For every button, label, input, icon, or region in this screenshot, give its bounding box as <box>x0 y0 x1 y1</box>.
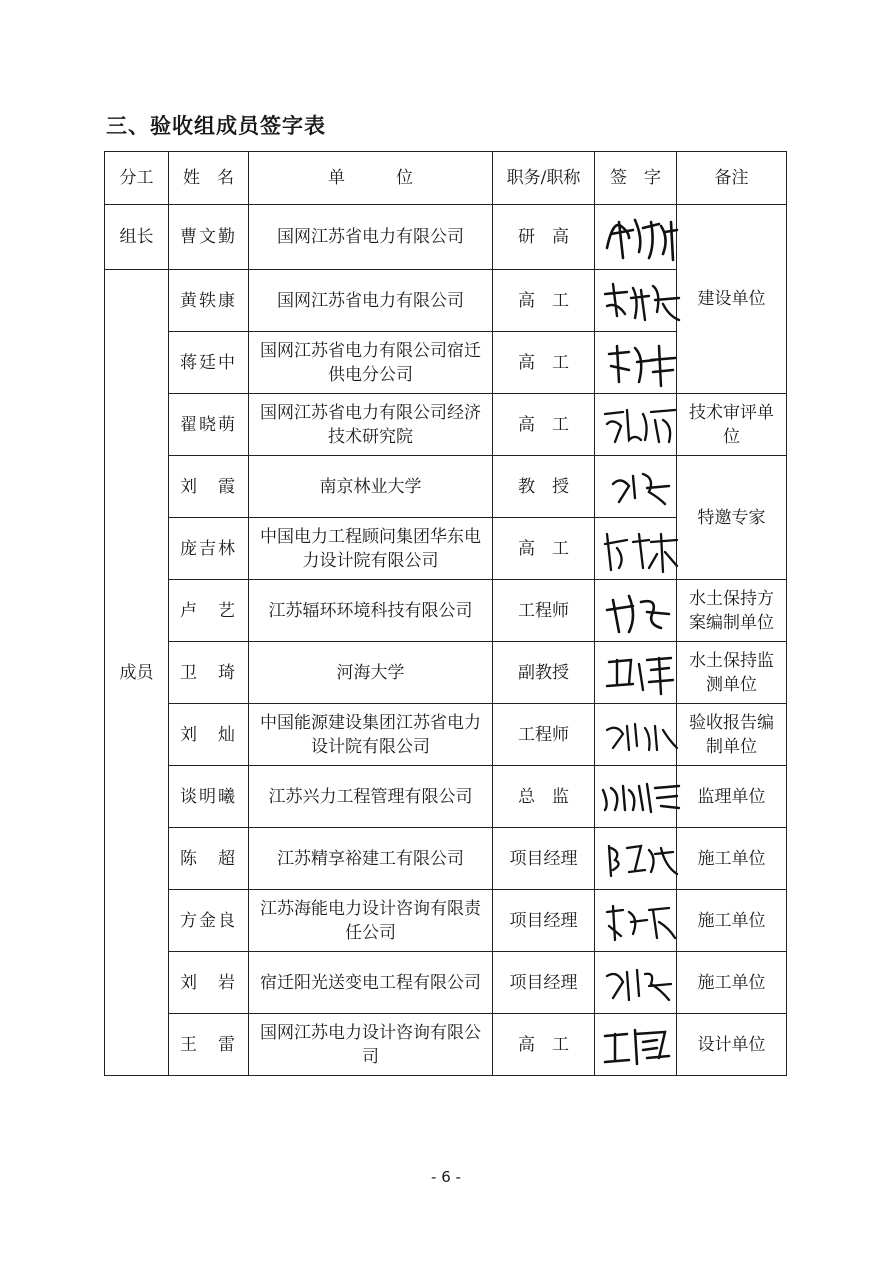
signature-cell <box>595 828 677 890</box>
member-name: 卢 艺 <box>169 580 249 642</box>
member-unit: 国网江苏省电力有限公司经济技术研究院 <box>249 394 493 456</box>
member-position: 工程师 <box>493 580 595 642</box>
page-number: - 6 - <box>431 1168 461 1186</box>
handwritten-signature <box>599 520 683 578</box>
member-position: 项目经理 <box>493 828 595 890</box>
table-row <box>105 704 787 766</box>
member-name: 刘 岩 <box>169 952 249 1014</box>
table-row <box>105 890 787 952</box>
member-position: 高 工 <box>493 1014 595 1076</box>
member-unit: 江苏辐环环境科技有限公司 <box>249 580 493 642</box>
table-row <box>105 828 787 890</box>
member-position: 工程师 <box>493 704 595 766</box>
member-unit: 江苏海能电力设计咨询有限责任公司 <box>249 890 493 952</box>
member-position: 总 监 <box>493 766 595 828</box>
member-unit: 江苏精享裕建工有限公司 <box>249 828 493 890</box>
signature-cell <box>595 205 677 270</box>
member-position: 项目经理 <box>493 890 595 952</box>
signature-cell <box>595 952 677 1014</box>
member-position: 高 工 <box>493 394 595 456</box>
signature-cell <box>595 394 677 456</box>
member-name: 庞吉林 <box>169 518 249 580</box>
handwritten-signature <box>599 582 683 640</box>
signature-cell <box>595 766 677 828</box>
table-row <box>105 952 787 1014</box>
handwritten-signature <box>599 768 683 826</box>
handwritten-signature <box>599 208 683 266</box>
handwritten-signature <box>599 396 683 454</box>
remark-acceptance-report: 验收报告编制单位 <box>677 704 787 766</box>
member-position: 高 工 <box>493 518 595 580</box>
table-row <box>105 580 787 642</box>
table-row <box>105 456 787 518</box>
member-position: 教 授 <box>493 456 595 518</box>
signature-cell <box>595 1014 677 1076</box>
handwritten-signature <box>599 830 683 888</box>
member-position: 项目经理 <box>493 952 595 1014</box>
handwritten-signature <box>599 892 683 950</box>
table-header-row <box>105 152 787 205</box>
role-members: 成员 <box>105 270 169 1076</box>
handwritten-signature <box>599 706 683 764</box>
member-name: 陈 超 <box>169 828 249 890</box>
remark-soil-monitor: 水土保持监测单位 <box>677 642 787 704</box>
table-row <box>105 394 787 456</box>
handwritten-signature <box>599 644 683 702</box>
table-row <box>105 205 787 270</box>
member-name: 翟晓萌 <box>169 394 249 456</box>
member-name: 刘 灿 <box>169 704 249 766</box>
member-unit: 中国电力工程顾问集团华东电力设计院有限公司 <box>249 518 493 580</box>
member-unit: 国网江苏省电力有限公司宿迁供电分公司 <box>249 332 493 394</box>
member-unit: 宿迁阳光送变电工程有限公司 <box>249 952 493 1014</box>
handwritten-signature <box>599 272 683 330</box>
remark-builder-1: 施工单位 <box>677 828 787 890</box>
remark-builder-3: 施工单位 <box>677 952 787 1014</box>
member-name: 刘 霞 <box>169 456 249 518</box>
table-row <box>105 1014 787 1076</box>
remark-design: 设计单位 <box>677 1014 787 1076</box>
remark-soil-plan: 水土保持方案编制单位 <box>677 580 787 642</box>
header-remark: 备注 <box>677 152 787 205</box>
member-position: 副教授 <box>493 642 595 704</box>
header-name: 姓 名 <box>169 152 249 205</box>
header-unit: 单 位 <box>249 152 493 205</box>
signature-cell <box>595 890 677 952</box>
member-unit: 国网江苏省电力有限公司 <box>249 205 493 270</box>
signature-cell <box>595 518 677 580</box>
handwritten-signature <box>599 954 683 1012</box>
member-name: 方金良 <box>169 890 249 952</box>
header-role: 分工 <box>105 152 169 205</box>
member-unit: 国网江苏省电力有限公司 <box>249 270 493 332</box>
signature-cell <box>595 642 677 704</box>
member-name: 黄轶康 <box>169 270 249 332</box>
signature-cell <box>595 456 677 518</box>
table-row <box>105 642 787 704</box>
remark-builder-2: 施工单位 <box>677 890 787 952</box>
handwritten-signature <box>599 334 683 392</box>
signature-table <box>104 151 787 1076</box>
handwritten-signature <box>599 1016 683 1074</box>
signature-cell <box>595 580 677 642</box>
header-position: 职务/职称 <box>493 152 595 205</box>
signature-cell <box>595 332 677 394</box>
member-name: 卫 琦 <box>169 642 249 704</box>
member-name: 曹文勤 <box>169 205 249 270</box>
remark-experts: 特邀专家 <box>677 456 787 580</box>
member-name: 王 雷 <box>169 1014 249 1076</box>
remark-supervision: 监理单位 <box>677 766 787 828</box>
signature-cell <box>595 270 677 332</box>
member-position: 研 高 <box>493 205 595 270</box>
remark-tech-review: 技术审评单位 <box>677 394 787 456</box>
signature-cell <box>595 704 677 766</box>
member-name: 谈明曦 <box>169 766 249 828</box>
member-name: 蒋廷中 <box>169 332 249 394</box>
member-unit: 中国能源建设集团江苏省电力设计院有限公司 <box>249 704 493 766</box>
table-row <box>105 766 787 828</box>
member-position: 高 工 <box>493 332 595 394</box>
remark-construction: 建设单位 <box>677 205 787 394</box>
member-unit: 江苏兴力工程管理有限公司 <box>249 766 493 828</box>
member-unit: 南京林业大学 <box>249 456 493 518</box>
role-leader: 组长 <box>105 205 169 270</box>
page-title: 三、验收组成员签字表 <box>106 114 326 138</box>
member-unit: 河海大学 <box>249 642 493 704</box>
member-position: 高 工 <box>493 270 595 332</box>
header-signature: 签 字 <box>595 152 677 205</box>
member-unit: 国网江苏电力设计咨询有限公司 <box>249 1014 493 1076</box>
handwritten-signature <box>599 458 683 516</box>
